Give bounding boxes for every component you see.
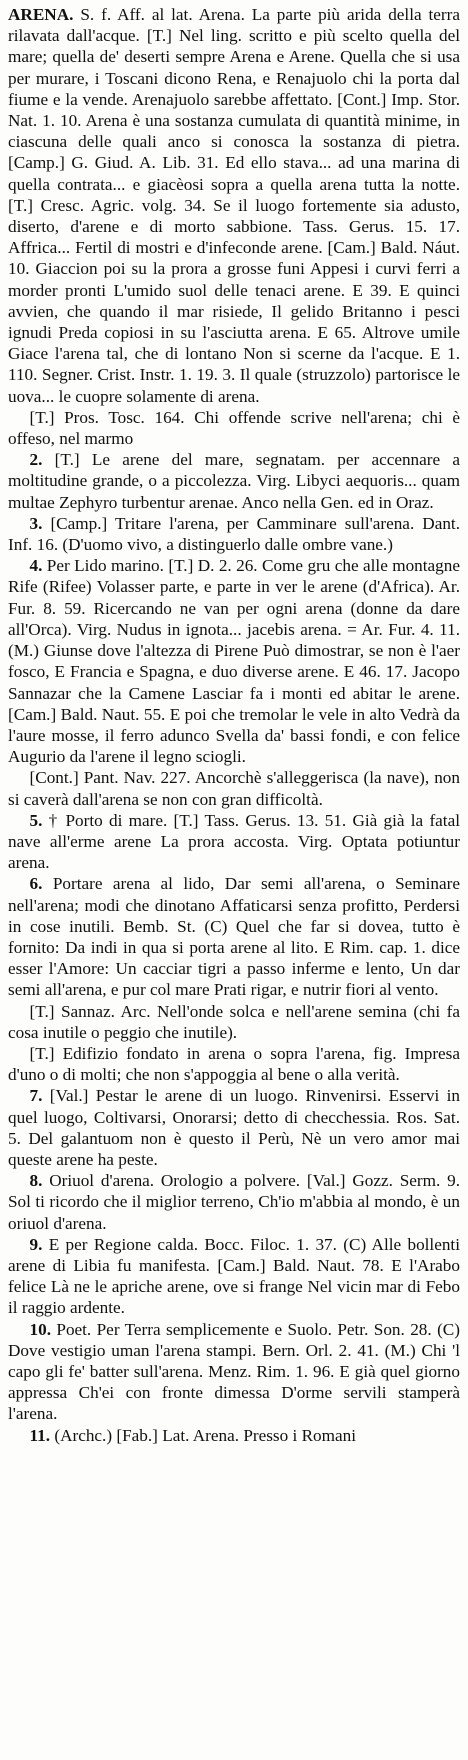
entry-paragraph-s4b [8, 767, 460, 809]
sense-number: ARENA. [8, 5, 74, 24]
sense-number: 8. [29, 1171, 43, 1191]
paragraph-text: [T.] Le arene del mare, segnatam. per accennare a moltitudine grande, o a piccolezza. Virg. Libyci aequoris... quam multae Zephyro turbentur arenae. Anco nella Gen. ed in Oraz. [8, 450, 460, 512]
entry-paragraph-s7 [8, 1085, 460, 1170]
entry-paragraph-s9 [8, 1234, 460, 1319]
entry-paragraph-s11 [8, 1425, 460, 1446]
paragraph-text: S. f. Aff. al lat. Arena. La parte più arida della terra rilavata dall'acque. [T.] Nel ling. scritto e più scelto quella del mare; quella de' deserti sempre Arena e Arene. Quella che si usa per murare, i Toscani dicono Rena, e Renajuolo chi la porta dal fiume e la vende. Arenajuolo sarebbe affettato. [Cont.] Imp. Stor. Nat. 1. 10. Arena è una sostanza cumulata di quantità minime, in ciascuna delle quali anco si conosca la sostanza di pietra. [Camp.] G. Giud. A. Lib. 31. Ed ello stava... ad una marina di quella contrata... e giacèosi sopra a quella arena tutta la notte. [T.] Cresc. Agric. volg. 34. Se il luogo fortemente sia adusto, diserto, d'arene e di morto sabbione. Tass. Gerus. 15. 17. Affrica... Fertil di mostri e d'infeconde arene. [Cam.] Bald. Náut. 10. Giaccion poi su la prora a grosse funi Appesi i curvi ferri a morder pronti L'umido suol delle tenaci arene. E 39. E quinci avvien, che quando il mar risiede, Il gelido Britanno i pesci ignudi Preda copiosi in su l'asciutta arena. E 65. Altrove umile Giace l'arena tal, che di lontano Non si scerne da l'acque. E 1. 110. Segner. Crist. Instr. 1. 19. 3. Il quale (struzzolo) partorisce le uova... le cuopre solamente di arena. [8, 5, 460, 406]
paragraph-text: [T.] Sannaz. Arc. Nell'onde solca e nell'arene semina (chi fa cosa inutile o peggio che inutile). [8, 1001, 460, 1042]
entry-paragraph-s6c [8, 1043, 460, 1085]
sense-number: 3. [29, 513, 43, 533]
paragraph-text: [T.] Edifizio fondato in arena o sopra l'arena, fig. Impresa d'uno o di molti; che non s'appoggia al bene o alla verità. [8, 1043, 460, 1085]
entry-paragraph-s4 [8, 555, 460, 767]
sense-number: 4. [29, 556, 43, 576]
entry-paragraph-s3 [8, 513, 460, 555]
sense-number: 11. [29, 1425, 51, 1445]
sense-number: 5. [29, 810, 43, 830]
entry-paragraph-head [8, 4, 460, 407]
paragraph-text: [Val.] Pestar le arene di un luogo. Rinvenirsi. Esservi in quel luogo, Coltivarsi, Onorarsi; detto di checchessia. Ros. Sat. 5. Del galantuom non è questo il Perù, Nè un vero amor mai queste arene ha peste. [8, 1086, 460, 1169]
sense-number: 10. [29, 1319, 51, 1339]
paragraph-text: [Camp.] Tritare l'arena, per Camminare sull'arena. Dant. Inf. 16. (D'uomo vivo, a distinguerlo dalle ombre vane.) [8, 513, 460, 555]
sense-number: 2. [29, 450, 43, 470]
paragraph-text: Oriuol d'arena. Orologio a polvere. [Val.] Gozz. Serm. 9. Sol ti ricordo che il miglior terreno, Ch'io m'abbia al mondo, è un oriuol d'arena. [8, 1171, 460, 1233]
dictionary-entry-arena [8, 4, 460, 1446]
paragraph-text: † Porto di mare. [T.] Tass. Gerus. 13. 51. Già già la fatal nave all'erme arene La prora accosta. Virg. Optata potiuntur arena. [8, 810, 460, 873]
entry-paragraph-s2 [8, 449, 460, 513]
paragraph-text: E per Regione calda. Bocc. Filoc. 1. 37. (C) Alle bollenti arene di Libia fu manifesta. [Cam.] Bald. Naut. 78. E l'Arabo felice Là ne le apriche arene, ove si frange Nel vicin mar di Febo il raggio ardente. [8, 1234, 460, 1318]
paragraph-text: (Archc.) [Fab.] Lat. Arena. Presso i Romani [50, 1425, 356, 1445]
paragraph-text: Poet. Per Terra semplicemente e Suolo. Petr. Son. 28. (C) Dove vestigio uman l'arena stampi. Bern. Orl. 2. 41. (M.) Chi 'l capo gli fe' batter sull'arena. Menz. Rim. 1. 96. E già quel giorno appressa Ch'ei con fronte dimessa D'orme servili stamperà l'arena. [8, 1319, 460, 1424]
entry-paragraph-s10 [8, 1319, 460, 1425]
sense-number: 7. [29, 1086, 43, 1106]
paragraph-text: Portare arena al lido, Dar semi all'arena, o Seminare nell'arena; modi che dinotano Affaticarsi senza profitto, Perdersi in cose inutili. Bemb. St. (C) Quel che far si dovea, tutto è fornito: Da indi in qua si porta arene al lito. E Rim. cap. 1. dice esser l'Amore: Un cacciar tigri a passo inferme e lento, Un dar semi all'arena, e pur col mare Prati rigar, e nutrir fiori al vento. [8, 874, 460, 1000]
entry-paragraph-s6b [8, 1001, 460, 1043]
sense-number: 6. [29, 874, 43, 894]
paragraph-text: [Cont.] Pant. Nav. 227. Ancorchè s'alleggerisca (la nave), non si caverà dall'arena se non con gran difficoltà. [8, 768, 460, 809]
paragraph-text: [T.] Pros. Tosc. 164. Chi offende scrive nell'arena; chi è offeso, nel marmo [8, 407, 460, 449]
sense-number: 9. [29, 1234, 43, 1254]
entry-paragraph-s6 [8, 873, 460, 1000]
entry-paragraph-s8 [8, 1170, 460, 1234]
entry-paragraph-s5 [8, 810, 460, 874]
entry-paragraph-p1b [8, 407, 460, 449]
paragraph-text: Per Lido marino. [T.] D. 2. 26. Come gru che alle montagne Rife (Rifee) Volasser parte, e parte in ver le arene (d'Africa). Ar. Fur. 8. 59. Ricercando ne van per ogni arena (donne da dare all'Orca). Virg. Nudus in ignota... jacebis arena. = Ar. Fur. 4. 11. (M.) Giunse dove l'altezza di Pirene Può dimostrar, se non è l'aer fosco, E Francia e Spagna, e duo diverse arene. E 46. 17. Jacopo Sannazar che la Camene Lasciar fa i monti ed abitar le arene. [Cam.] Bald. Naut. 55. E poi che tremolar le vele in alto Vedrà da l'aure mosse, il ferro adunco Svella da' bassi fondi, e con felice Augurio da l'arene il legno sciogli. [8, 556, 460, 767]
